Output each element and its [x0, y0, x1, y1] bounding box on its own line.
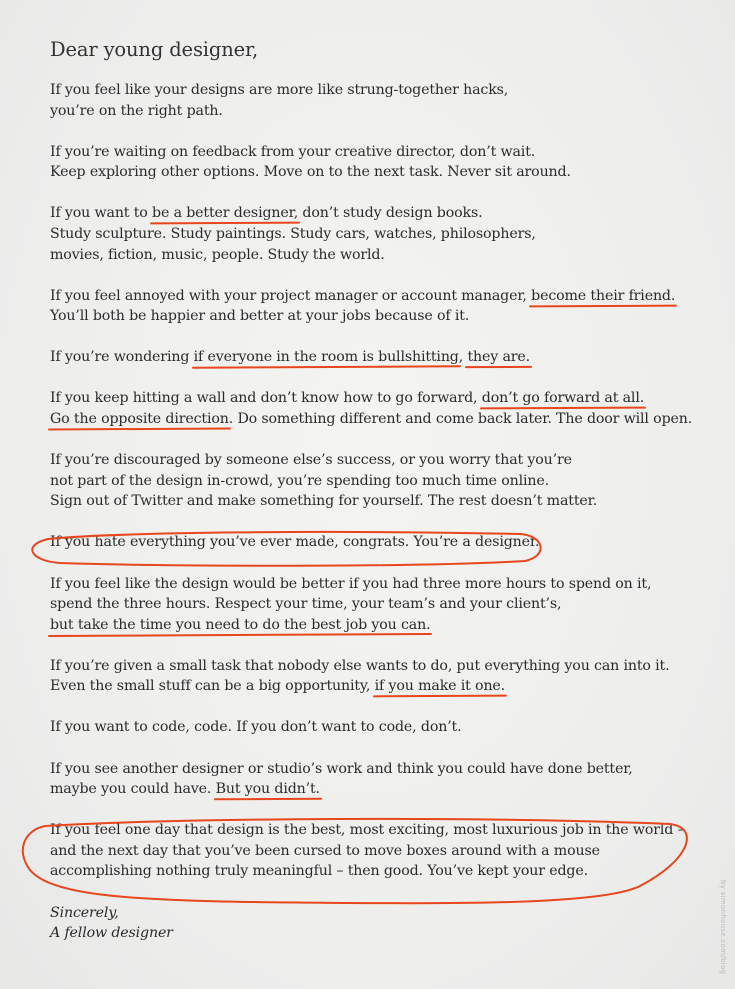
- paragraph-line: If you see another designer or studio’s work and think you could have done better,: [50, 760, 633, 777]
- paragraph-line: If you’re waiting on feedback from your creative director, don’t wait.: [50, 143, 536, 160]
- paragraph-5: [50, 347, 710, 368]
- paragraph-line: you’re on the right path.: [50, 102, 223, 119]
- paragraph-line: not part of the design in-crowd, you’re spending too much time online.: [50, 472, 549, 489]
- underlined-phrase: become their friend.: [531, 287, 676, 304]
- paragraph-13-circled: [50, 820, 710, 882]
- paragraph-line: [50, 615, 710, 636]
- underlined-phrase: be a better designer,: [152, 205, 299, 222]
- paragraph-line: If you’re given a small task that nobody else wants to do, put everything you can into it.: [50, 657, 670, 674]
- text-segment: If you want to: [50, 205, 153, 222]
- text-segment: Even the small stuff can be a big opportunity,: [50, 678, 375, 695]
- underlined-phrase: if everyone in the room is bullshitting: [193, 349, 459, 366]
- paragraph-line: [50, 676, 710, 697]
- paragraph-line: movies, fiction, music, people. Study the world.: [50, 246, 385, 263]
- paragraph-10: [50, 656, 710, 697]
- text-segment: If you keep hitting a wall and don’t know how to go forward,: [50, 390, 482, 407]
- paragraph-line: Study sculpture. Study paintings. Study cars, watches, philosophers,: [50, 225, 536, 242]
- paragraph-line: [50, 779, 710, 800]
- signoff: [50, 903, 710, 944]
- paragraph-4: [50, 286, 710, 327]
- paragraph-line: Keep exploring other options. Move on to the next task. Never sit around.: [50, 164, 571, 181]
- paragraph-line: If you’re discouraged by someone else’s success, or you worry that you’re: [50, 452, 572, 469]
- source-watermark: by simonhouse.com/blog: [719, 880, 727, 975]
- underlined-phrase: Go the opposite direction: [50, 411, 229, 428]
- text-segment: If you feel annoyed with your project manager or account manager,: [50, 287, 532, 304]
- paragraph-7: [50, 450, 710, 512]
- text-segment: maybe you could have.: [50, 781, 216, 798]
- letter-body: [50, 36, 710, 944]
- text-segment: If you’re wondering: [50, 349, 194, 366]
- paragraph-11: [50, 717, 710, 738]
- paragraph-line: [50, 203, 710, 224]
- paragraph-6: [50, 388, 710, 429]
- paragraph-8-circled: [50, 532, 710, 553]
- paragraph-2: [50, 142, 710, 183]
- paragraph-line: If you feel like the design would be better if you had three more hours to spend on it,: [50, 575, 652, 592]
- paragraph-line: If you want to code, code. If you don’t want to code, don’t.: [50, 719, 462, 736]
- underlined-phrase: But you didn’t.: [215, 781, 320, 798]
- underlined-phrase: but take the time you need to do the best job you can.: [50, 616, 431, 633]
- paragraph-line: If you feel one day that design is the best, most exciting, most luxurious job in the world –: [50, 822, 685, 839]
- underlined-phrase: if you make it one.: [374, 678, 506, 695]
- paragraph-line: If you hate everything you’ve ever made, congrats. You’re a designer.: [50, 534, 540, 551]
- paragraph-line: [50, 347, 710, 368]
- signoff-line: Sincerely,: [50, 904, 119, 921]
- paragraph-1: [50, 80, 710, 121]
- paragraph-line: [50, 409, 710, 430]
- text-segment: . Do something different and come back later. The door will open.: [228, 411, 693, 428]
- paragraph-line: and the next day that you’ve been cursed to move boxes around with a mouse: [50, 842, 600, 859]
- paragraph-line: spend the three hours. Respect your time, your team’s and your client’s,: [50, 596, 562, 613]
- paragraph-3: [50, 203, 710, 265]
- paragraph-line: accomplishing nothing truly meaningful – then good. You’ve kept your edge.: [50, 863, 588, 880]
- paragraph-12: [50, 759, 710, 800]
- text-segment: ,: [458, 349, 468, 366]
- underlined-phrase: don’t go forward at all.: [481, 390, 645, 407]
- paragraph-line: [50, 286, 710, 307]
- underlined-phrase: they are.: [467, 349, 531, 366]
- paragraph-line: You’ll both be happier and better at your jobs because of it.: [50, 308, 470, 325]
- paragraph-line: [50, 388, 710, 409]
- salutation: Dear young designer,: [50, 38, 259, 61]
- paragraph-line: If you feel like your designs are more like strung-together hacks,: [50, 82, 509, 98]
- text-segment: don’t study design books.: [298, 205, 483, 222]
- paragraph-9: [50, 574, 710, 636]
- signoff-line: A fellow designer: [50, 925, 173, 942]
- paragraph-line: Sign out of Twitter and make something for yourself. The rest doesn’t matter.: [50, 493, 598, 510]
